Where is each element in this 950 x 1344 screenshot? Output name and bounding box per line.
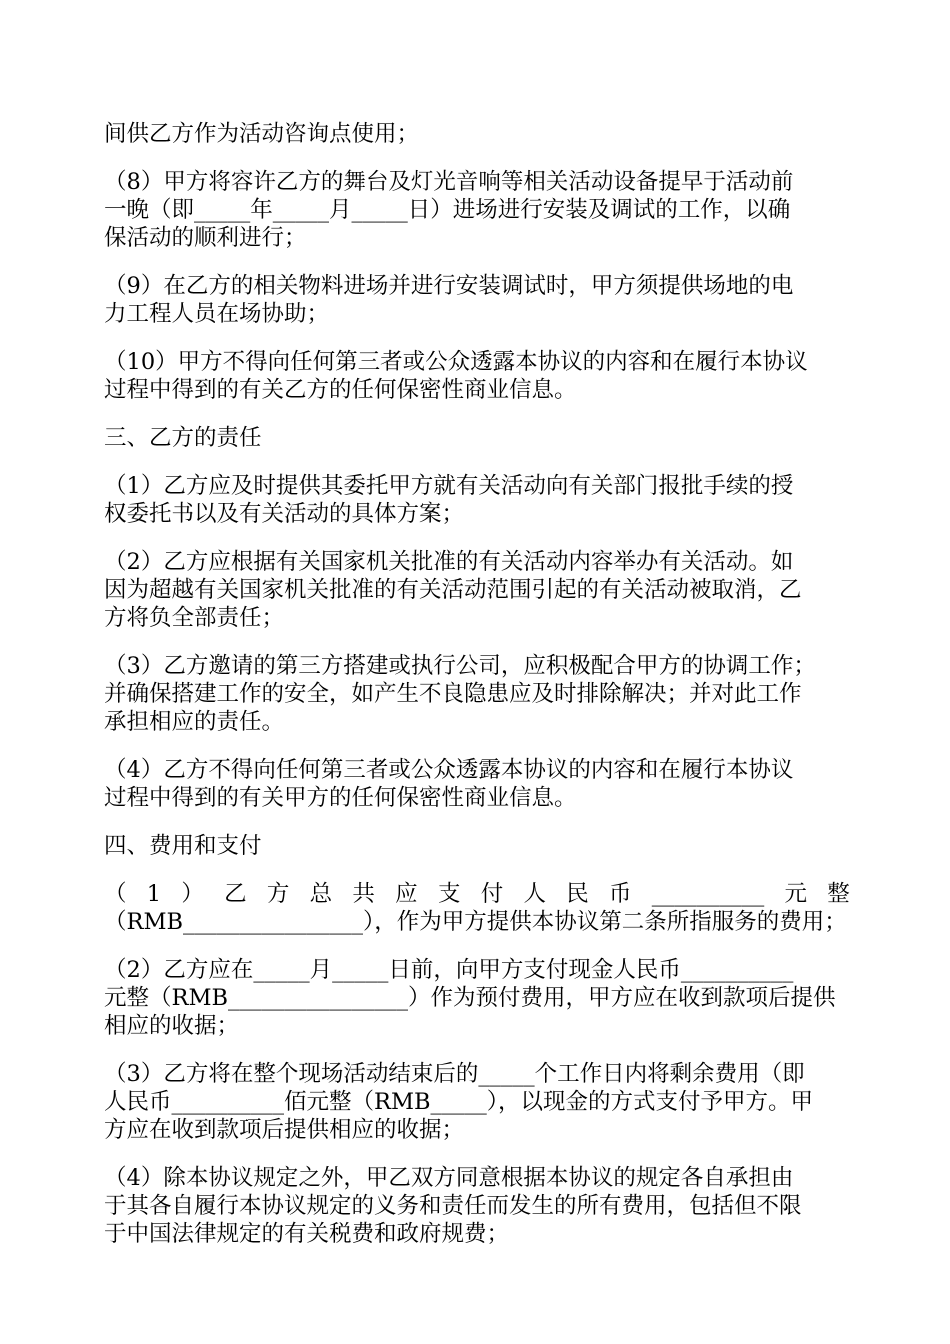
text-line: （3）乙方邀请的第三方搭建或执行公司，应积极配合甲方的协调工作； <box>104 653 816 679</box>
text-line: 四、费用和支付 <box>104 833 262 859</box>
text-line: 因为超越有关国家机关批准的有关活动范围引起的有关活动被取消，乙 <box>104 577 802 603</box>
text-line: 过程中得到的有关甲方的任何保密性商业信息。 <box>104 785 577 811</box>
text-line: 元整（RMB________________）作为预付费用，甲方应在收到款项后提供 <box>104 985 836 1011</box>
text-line: 过程中得到的有关乙方的任何保密性商业信息。 <box>104 377 577 403</box>
document-body <box>104 120 850 1248</box>
paragraph <box>104 272 850 328</box>
paragraph <box>104 956 850 1040</box>
text-line: 人民币__________佰元整（RMB_____），以现金的方式支付予甲方。甲 <box>104 1089 814 1115</box>
text-line: 权委托书以及有关活动的具体方案； <box>104 501 465 527</box>
text-line: 一晚（即_____年_____月_____日）进场进行安装及调试的工作，以确 <box>104 197 791 223</box>
paragraph <box>104 168 850 252</box>
text-line: （8）甲方将容许乙方的舞台及灯光音响等相关活动设备提早于活动前 <box>104 169 794 195</box>
text-line: 于中国法律规定的有关税费和政府规费； <box>104 1221 510 1247</box>
paragraph <box>104 548 850 632</box>
text-line: （4）除本协议规定之外，甲乙双方同意根据本协议的规定各自承担由 <box>104 1165 794 1191</box>
text-line: 于其各自履行本协议规定的义务和责任而发生的所有费用，包括但不限 <box>104 1193 802 1219</box>
text-line: 间供乙方作为活动咨询点使用； <box>104 121 420 147</box>
paragraph <box>104 472 850 528</box>
text-line: 承担相应的责任。 <box>104 709 285 735</box>
paragraph <box>104 424 850 452</box>
paragraph <box>104 348 850 404</box>
paragraph <box>104 1164 850 1248</box>
text-line: （10）甲方不得向任何第三者或公众透露本协议的内容和在履行本协议 <box>104 349 808 375</box>
text-line: （4）乙方不得向任何第三者或公众透露本协议的内容和在履行本协议 <box>104 757 794 783</box>
text-line: 相应的收据； <box>104 1013 240 1039</box>
text-line: （9）在乙方的相关物料进场并进行安装调试时，甲方须提供场地的电 <box>104 273 794 299</box>
text-line: 三、乙方的责任 <box>104 425 262 451</box>
paragraph <box>104 880 850 936</box>
text-line: （2）乙方应根据有关国家机关批准的有关活动内容举办有关活动。如 <box>104 549 794 575</box>
paragraph <box>104 756 850 812</box>
text-line: 并确保搭建工作的安全，如产生不良隐患应及时排除解决；并对此工作 <box>104 681 802 707</box>
text-line: （1）乙方应及时提供其委托甲方就有关活动向有关部门报批手续的授 <box>104 473 794 499</box>
text-line: （ 1 ） 乙 方 总 共 应 支 付 人 民 币 __________ 元 整 <box>104 881 850 907</box>
text-line: （2）乙方应在_____月_____日前，向甲方支付现金人民币__________ <box>104 957 794 983</box>
text-line: （3）乙方将在整个现场活动结束后的_____个工作日内将剩余费用（即 <box>104 1061 805 1087</box>
paragraph <box>104 652 850 736</box>
text-line: （RMB________________），作为甲方提供本协议第二条所指服务的费用； <box>104 909 847 935</box>
paragraph <box>104 832 850 860</box>
text-line: 力工程人员在场协助； <box>104 301 330 327</box>
text-line: 保活动的顺利进行； <box>104 225 307 251</box>
paragraph <box>104 1060 850 1144</box>
paragraph <box>104 120 850 148</box>
text-line: 方应在收到款项后提供相应的收据； <box>104 1117 465 1143</box>
text-line: 方将负全部责任； <box>104 605 285 631</box>
